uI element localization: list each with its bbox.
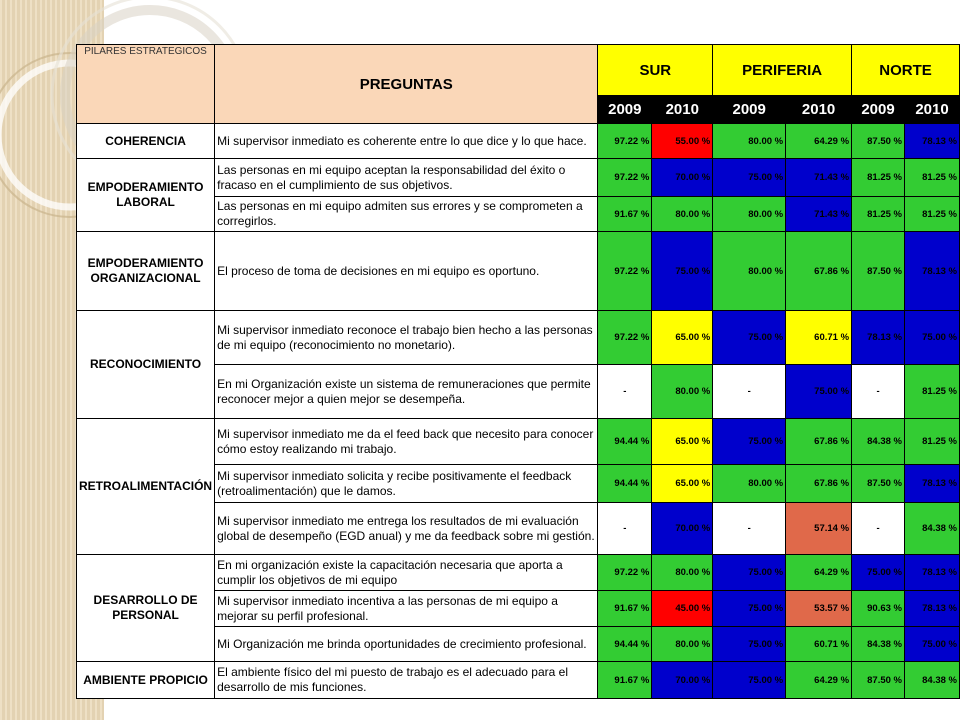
region-header-norte: NORTE bbox=[852, 45, 960, 96]
value-cell: 78.13 % bbox=[905, 555, 960, 591]
value-cell: 64.29 % bbox=[786, 662, 852, 699]
value-cell: 91.67 % bbox=[598, 197, 652, 232]
value-cell: 60.71 % bbox=[786, 311, 852, 365]
pilar-empoderamiento-organizacional: EMPODERAMIENTO ORGANIZACIONAL bbox=[77, 232, 215, 311]
value-cell: 94.44 % bbox=[598, 419, 652, 465]
pilar-reconocimiento: RECONOCIMIENTO bbox=[77, 311, 215, 419]
value-cell: 94.44 % bbox=[598, 627, 652, 662]
value-cell: - bbox=[713, 365, 786, 419]
table-row bbox=[77, 311, 960, 365]
value-cell: 80.00 % bbox=[713, 197, 786, 232]
value-cell: 64.29 % bbox=[786, 555, 852, 591]
pilar-ambiente-propicio: AMBIENTE PROPICIO bbox=[77, 662, 215, 699]
value-cell: 78.13 % bbox=[905, 591, 960, 627]
value-cell: 60.71 % bbox=[786, 627, 852, 662]
value-cell: 71.43 % bbox=[786, 197, 852, 232]
question-cell: Mi supervisor inmediato me entrega los resultados de mi evaluación global de desempeño (EGD anual) y me da feedback sobre mi gestión. bbox=[215, 503, 598, 555]
value-cell: 81.25 % bbox=[905, 419, 960, 465]
value-cell: 78.13 % bbox=[852, 311, 905, 365]
value-cell: 78.13 % bbox=[905, 232, 960, 311]
value-cell: 97.22 % bbox=[598, 555, 652, 591]
question-cell: Mi supervisor inmediato incentiva a las personas de mi equipo a mejorar su perfil profesional. bbox=[215, 591, 598, 627]
value-cell: 87.50 % bbox=[852, 662, 905, 699]
value-cell: 53.57 % bbox=[786, 591, 852, 627]
table-row bbox=[77, 662, 960, 699]
value-cell: 84.38 % bbox=[905, 662, 960, 699]
value-cell: 81.25 % bbox=[852, 197, 905, 232]
table-row bbox=[77, 124, 960, 159]
year-header: 2010 bbox=[652, 96, 713, 124]
value-cell: 45.00 % bbox=[652, 591, 713, 627]
header-row-regions bbox=[77, 45, 960, 96]
value-cell: 91.67 % bbox=[598, 662, 652, 699]
value-cell: 75.00 % bbox=[713, 555, 786, 591]
value-cell: 94.44 % bbox=[598, 465, 652, 503]
value-cell: 65.00 % bbox=[652, 465, 713, 503]
table-row bbox=[77, 159, 960, 197]
question-cell: Mi Organización me brinda oportunidades de crecimiento profesional. bbox=[215, 627, 598, 662]
value-cell: 84.38 % bbox=[905, 503, 960, 555]
value-cell: 80.00 % bbox=[713, 124, 786, 159]
pilar-retroalimentacion: RETROALIMENTACIÓN bbox=[77, 419, 215, 555]
value-cell: 67.86 % bbox=[786, 419, 852, 465]
value-cell: 75.00 % bbox=[786, 365, 852, 419]
value-cell: - bbox=[598, 503, 652, 555]
question-cell: El proceso de toma de decisiones en mi equipo es oportuno. bbox=[215, 232, 598, 311]
value-cell: 75.00 % bbox=[852, 555, 905, 591]
question-cell: Mi supervisor inmediato reconoce el trabajo bien hecho a las personas de mi equipo (reconocimiento no monetario). bbox=[215, 311, 598, 365]
value-cell: 65.00 % bbox=[652, 311, 713, 365]
value-cell: 80.00 % bbox=[652, 197, 713, 232]
survey-results-table bbox=[76, 44, 960, 699]
value-cell: 75.00 % bbox=[713, 159, 786, 197]
value-cell: 80.00 % bbox=[652, 555, 713, 591]
pilares-header: PILARES ESTRATEGICOS bbox=[77, 45, 215, 124]
year-header: 2010 bbox=[786, 96, 852, 124]
table-row bbox=[77, 419, 960, 465]
value-cell: 81.25 % bbox=[905, 159, 960, 197]
value-cell: 64.29 % bbox=[786, 124, 852, 159]
value-cell: 90.63 % bbox=[852, 591, 905, 627]
value-cell: - bbox=[598, 365, 652, 419]
value-cell: 71.43 % bbox=[786, 159, 852, 197]
question-cell: Las personas en mi equipo aceptan la responsabilidad del éxito o fracaso en el cumplimiento de sus objetivos. bbox=[215, 159, 598, 197]
value-cell: 55.00 % bbox=[652, 124, 713, 159]
question-cell: En mi organización existe la capacitación necesaria que aporta a cumplir los objetivos de mi equipo bbox=[215, 555, 598, 591]
value-cell: 75.00 % bbox=[713, 591, 786, 627]
question-cell: Mi supervisor inmediato es coherente entre lo que dice y lo que hace. bbox=[215, 124, 598, 159]
region-header-periferia: PERIFERIA bbox=[713, 45, 852, 96]
value-cell: 80.00 % bbox=[713, 465, 786, 503]
value-cell: 70.00 % bbox=[652, 159, 713, 197]
value-cell: 75.00 % bbox=[905, 311, 960, 365]
value-cell: 75.00 % bbox=[713, 662, 786, 699]
value-cell: 65.00 % bbox=[652, 419, 713, 465]
value-cell: - bbox=[852, 503, 905, 555]
value-cell: 97.22 % bbox=[598, 159, 652, 197]
year-header: 2009 bbox=[598, 96, 652, 124]
value-cell: 80.00 % bbox=[713, 232, 786, 311]
table-row bbox=[77, 555, 960, 591]
region-header-sur: SUR bbox=[598, 45, 713, 96]
value-cell: 84.38 % bbox=[852, 627, 905, 662]
year-header: 2010 bbox=[905, 96, 960, 124]
value-cell: - bbox=[713, 503, 786, 555]
value-cell: 97.22 % bbox=[598, 124, 652, 159]
value-cell: 78.13 % bbox=[905, 124, 960, 159]
value-cell: 91.67 % bbox=[598, 591, 652, 627]
question-cell: Mi supervisor inmediato me da el feed back que necesito para conocer cómo estoy realizando mi trabajo. bbox=[215, 419, 598, 465]
value-cell: 87.50 % bbox=[852, 232, 905, 311]
preguntas-header: PREGUNTAS bbox=[215, 45, 598, 124]
value-cell: - bbox=[852, 365, 905, 419]
value-cell: 87.50 % bbox=[852, 465, 905, 503]
table-row bbox=[77, 232, 960, 311]
value-cell: 84.38 % bbox=[852, 419, 905, 465]
value-cell: 87.50 % bbox=[852, 124, 905, 159]
question-cell: El ambiente físico del mi puesto de trabajo es el adecuado para el desarrollo de mis funciones. bbox=[215, 662, 598, 699]
value-cell: 75.00 % bbox=[652, 232, 713, 311]
value-cell: 80.00 % bbox=[652, 365, 713, 419]
value-cell: 75.00 % bbox=[713, 419, 786, 465]
pilar-coherencia: COHERENCIA bbox=[77, 124, 215, 159]
value-cell: 81.25 % bbox=[905, 365, 960, 419]
value-cell: 97.22 % bbox=[598, 311, 652, 365]
value-cell: 78.13 % bbox=[905, 465, 960, 503]
value-cell: 70.00 % bbox=[652, 662, 713, 699]
value-cell: 75.00 % bbox=[905, 627, 960, 662]
value-cell: 81.25 % bbox=[852, 159, 905, 197]
value-cell: 57.14 % bbox=[786, 503, 852, 555]
question-cell: Mi supervisor inmediato solicita y recibe positivamente el feedback (retroalimentación) que le damos. bbox=[215, 465, 598, 503]
pilar-desarrollo-de-personal: DESARROLLO DE PERSONAL bbox=[77, 555, 215, 662]
value-cell: 67.86 % bbox=[786, 232, 852, 311]
year-header: 2009 bbox=[852, 96, 905, 124]
question-cell: En mi Organización existe un sistema de remuneraciones que permite reconocer mejor a quien mejor se desempeña. bbox=[215, 365, 598, 419]
value-cell: 67.86 % bbox=[786, 465, 852, 503]
year-header: 2009 bbox=[713, 96, 786, 124]
pilar-empoderamiento-laboral: EMPODERAMIENTO LABORAL bbox=[77, 159, 215, 232]
value-cell: 75.00 % bbox=[713, 627, 786, 662]
value-cell: 80.00 % bbox=[652, 627, 713, 662]
value-cell: 97.22 % bbox=[598, 232, 652, 311]
value-cell: 81.25 % bbox=[905, 197, 960, 232]
question-cell: Las personas en mi equipo admiten sus errores y se comprometen a corregirlos. bbox=[215, 197, 598, 232]
value-cell: 75.00 % bbox=[713, 311, 786, 365]
value-cell: 70.00 % bbox=[652, 503, 713, 555]
